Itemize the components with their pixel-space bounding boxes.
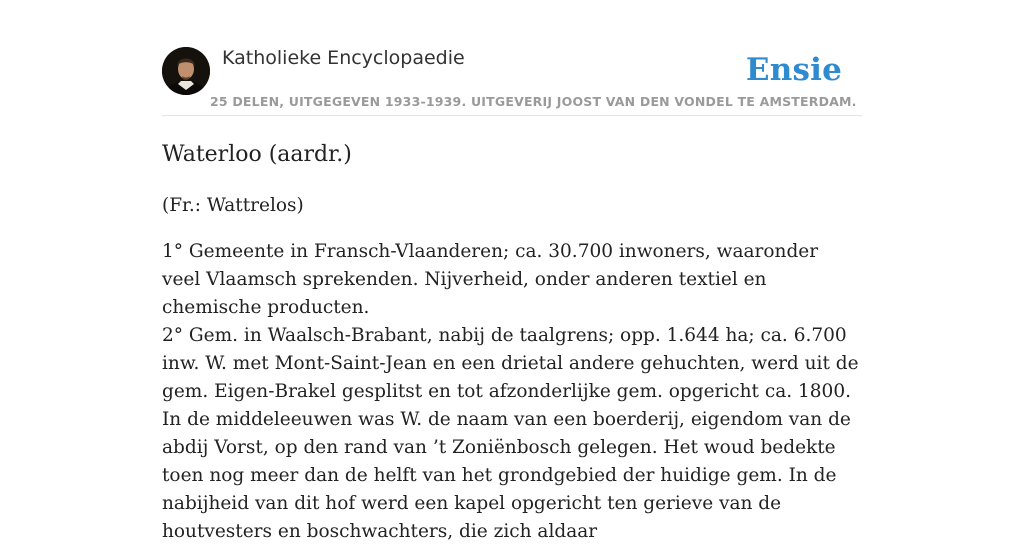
article-body [162,238,862,546]
brand-logo[interactable]: Ensie [745,52,842,88]
portrait-icon [162,47,210,95]
article-paragraph: 2° Gem. in Waalsch-Brabant, nabij de taalgrens; opp. 1.644 ha; ca. 6.700 inw. W. met Mont-Saint-Jean en een drietal andere gehuchten, werd uit de gem. Eigen-Brakel gesplitst en tot afzonderlijke gem. opgericht ca. 1800. In de middeleeuwen was W. de naam van een boerderij, eigendom van de abdij Vorst, op den rand van ’t Zoniënbosch gelegen. Het woud bedekte toen nog meer dan de helft van het grondgebied der huidige gem. In de nabijheid van dit hof werd een kapel opgericht ten gerieve van de houtvesters en boschwachters, die zich aldaar [162,325,859,542]
site-header [162,44,862,116]
article [162,140,862,546]
header-divider [162,115,862,116]
article-title: Waterloo (aardr.) [162,142,352,167]
article-lead: (Fr.: Wattrelos) [162,195,304,216]
source-title[interactable]: Katholieke Encyclopaedie [222,47,465,69]
avatar[interactable] [162,47,210,95]
article-paragraph: 1° Gemeente in Fransch-Vlaanderen; ca. 30.700 inwoners, waaronder veel Vlaamsch sprekenden. Nijverheid, onder anderen textiel en chemische producten. [162,241,819,318]
source-subtitle: 25 DELEN, UITGEGEVEN 1933-1939. UITGEVERIJ JOOST VAN DEN VONDEL TE AMSTERDAM. [210,94,857,109]
